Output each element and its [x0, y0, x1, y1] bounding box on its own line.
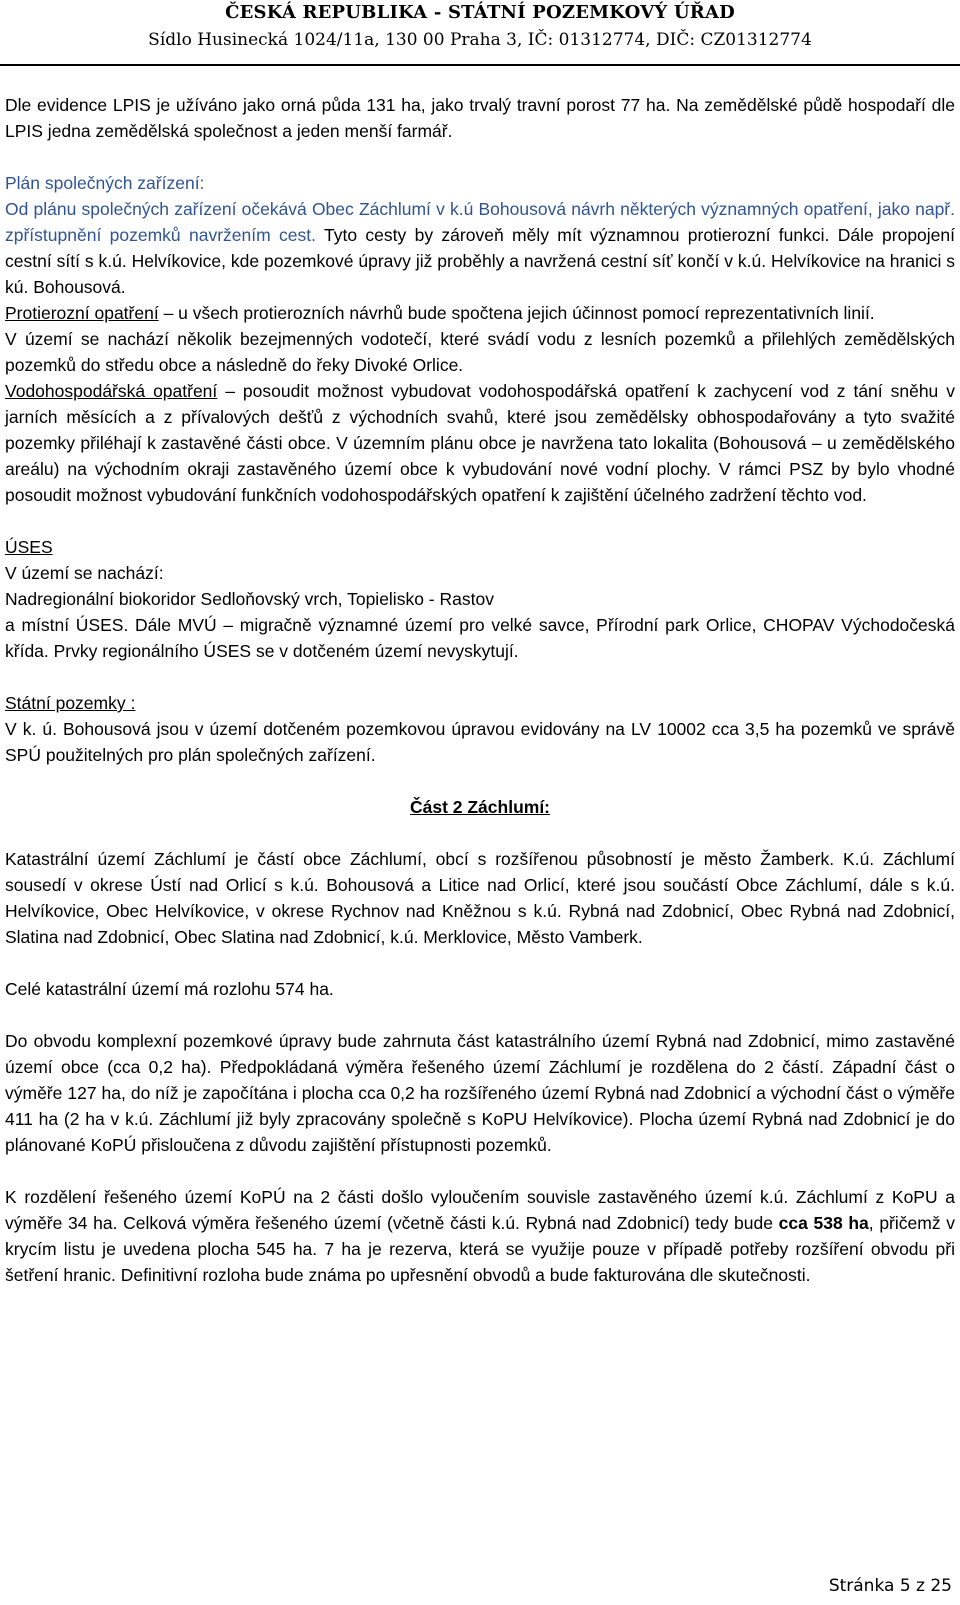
state-land-paragraph: V k. ú. Bohousová jsou v území dotčeném pozemkovou úpravou evidovány na LV 10002 cca 3,5 ha pozemků ve správě SPÚ použitelných pro plán společných zařízení.	[5, 719, 955, 765]
letterhead-address: Sídlo Husinecká 1024/11a, 130 00 Praha 3, IČ: 01312774, DIČ: CZ01312774	[148, 30, 812, 50]
water-paragraph: V území se nachází několik bezejmenných vodotečí, které svádí vodu z lesních pozemků a přilehlých zemědělských pozemků do středu obce a následně do řeky Divoké Orlice.	[5, 329, 955, 375]
erosion-text: – u všech protierozních návrhů bude spočtena jejich účinnost pomocí reprezentativních linií.	[158, 303, 875, 323]
lpis-paragraph: Dle evidence LPIS je užíváno jako orná půda 131 ha, jako trvalý travní porost 77 ha. Na zemědělské půdě hospodaří dle LPIS jedna zemědělská společnost a jeden menší farmář.	[5, 95, 955, 141]
part2-paragraph-2: Celé katastrální území má rozlohu 574 ha.	[5, 979, 334, 999]
uses-line1: V území se nachází:	[5, 563, 164, 583]
part2-para4-a: K rozdělení řešeného území KoPÚ na 2 části došlo vyloučením souvisle zastavěného území k.ú. Záchlumí z KoPU a výměře 34 ha. Celková výměra řešeného území (včetně části k.ú. Rybná nad Zdobnicí) tedy bude	[5, 1187, 955, 1233]
hydro-label: Vodohospodářská opatření	[5, 381, 218, 401]
hydro-text: – posoudit možnost vybudovat vodohospodářská opatření k zachycení vod z tání sněhu v jarních měsících a z přívalových dešťů z východních svahů, které jsou zemědělsky obhospodařovány a tyto svažité pozemky přiléhají k zastavěné části obce. V územním plánu obce je navržena tato lokalita (Bohousová – u zemědělského areálu) na východním okraji zastavěného území obce k vybudování nové vodní plochy. V rámci PSZ by bylo vhodné posoudit možnost vybudování funkčních vodohospodářských opatření k zajištění účelného zadržení těchto vod.	[5, 381, 955, 505]
erosion-paragraph	[5, 300, 955, 326]
document-body	[5, 92, 955, 1288]
psz-heading: Plán společných zařízení:	[5, 173, 205, 193]
letterhead-title: ČESKÁ REPUBLIKA - STÁTNÍ POZEMKOVÝ ÚŘAD	[225, 2, 735, 23]
header-divider	[0, 64, 960, 66]
psz-paragraph	[5, 196, 955, 300]
part2-para4-bold: cca 538 ha	[778, 1213, 869, 1233]
part2-paragraph-4	[5, 1184, 955, 1288]
uses-paragraph: a místní ÚSES. Dále MVÚ – migračně významné území pro velké savce, Přírodní park Orlice, CHOPAV Východočeská křída. Prvky regionálního ÚSES se v dotčeném území nevyskytují.	[5, 615, 955, 661]
erosion-label: Protierozní opatření	[5, 303, 159, 323]
psz-text: Tyto cesty by zároveň měly mít významnou protierozní funkci. Dále propojení cestní sítí s k.ú. Helvíkovice, kde pozemkové úpravy již proběhly a navržená cestní síť končí v k.ú. Helvíkovice na hranici s kú. Bohousová.	[5, 225, 955, 297]
page-number: Stránka 5 z 25	[828, 1576, 952, 1596]
part2-para4-b: , přičemž v krycím listu je uvedena plocha 545 ha. 7 ha je rezerva, která se využije pouze v případě potřeby rozšíření obvodu při šetření hranic. Definitivní rozloha bude známa po upřesnění obvodů a bude fakturována dle skutečnosti.	[5, 1213, 955, 1285]
uses-heading: ÚSES	[5, 537, 53, 557]
part2-paragraph-3: Do obvodu komplexní pozemkové úpravy bude zahrnuta část katastrálního území Rybná nad Zdobnicí, mimo zastavěné území obce (cca 0,2 ha). Předpokládaná výměra řešeného území Záchlumí je rozdělena do 2 částí. Západní část o výměře 127 ha, do níž je započítána i plocha cca 0,2 ha rozšířeného území Rybná nad Zdobnicí a východní část o výměře 411 ha (2 ha v k.ú. Záchlumí již byly zpracovány společně s KoPU Helvíkovice). Plocha území Rybná nad Zdobnicí je do plánované KoPÚ přislоučena z důvodu zajištění přístupnosti pozemků.	[5, 1031, 955, 1155]
hydro-paragraph	[5, 378, 955, 508]
part2-heading: Část 2 Záchlumí:	[409, 797, 551, 817]
state-land-heading: Státní pozemky :	[5, 693, 136, 713]
psz-text-blue: Od plánu společných zařízení očekává Obec Záchlumí v k.ú Bohousová návrh některých významných opatření, jako např. zpřístupnění pozemků navržením cest.	[5, 199, 955, 245]
part2-paragraph-1: Katastrální území Záchlumí je částí obce Záchlumí, obcí s rozšířenou působností je město Žamberk. K.ú. Záchlumí sousedí v okrese Ústí nad Orlicí s k.ú. Bohousová a Litice nad Orlicí, které jsou součástí Obce Záchlumí, dále s k.ú. Helvíkovice, Obec Helvíkovice, v okrese Rychnov nad Kněžnou s k.ú. Rybná nad Zdobnicí, Obec Rybná nad Zdobnicí, Slatina nad Zdobnicí, Obec Slatina nad Zdobnicí, k.ú. Merklovice, Město Vamberk.	[5, 849, 955, 947]
uses-line2: Nadregionální biokoridor Sedloňovský vrch, Topielisko - Rastov	[5, 589, 494, 609]
